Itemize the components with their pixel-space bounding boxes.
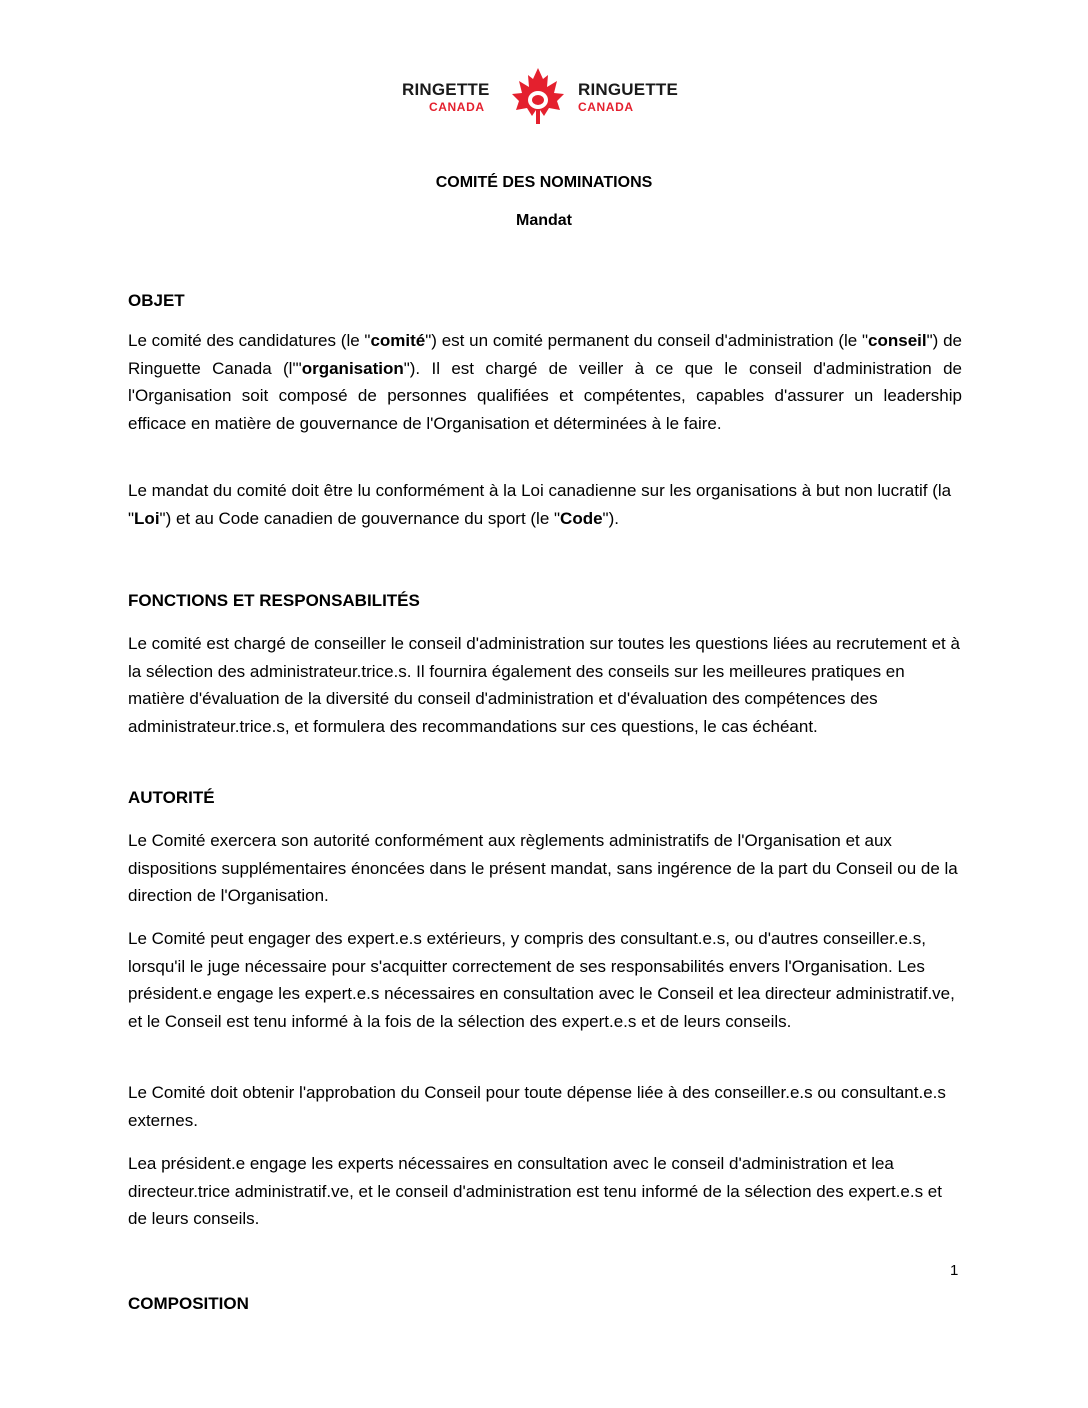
section-heading-autorite: AUTORITÉ [128,788,215,807]
maple-leaf-ring-icon [506,66,570,128]
fonctions-paragraph-1: Le comité est chargé de conseiller le conseil d'administration sur toutes les questions liées au recrutement et à la sélection des administrateur.trice.s. Il fournira également des conseils sur les meilleures pratiques en matière d'évaluation de la diversité du conseil d'administration et d'évaluation des compétences des administrateur.trice.s, et formulera des recommandations sur ces questions, le cas échéant. [128,634,960,737]
objet-paragraph-1: Le comité des candidatures (le "comité") est un comité permanent du conseil d'administration (le "conseil") de Ringuette Canada (l'"organisation"). Il est chargé de veiller à ce que le conseil d'administration de l'Organisation soit composé de personnes qualifiées et compétentes, capables d'assurer un leadership efficace en matière de gouvernance de l'Organisation et déterminées à le faire. [128,331,962,434]
autorite-paragraph-3: Le Comité doit obtenir l'approbation du Conseil pour toute dépense liée à des conseiller.e.s ou consultant.e.s externes. [128,1083,946,1130]
autorite-paragraph-2: Le Comité peut engager des expert.e.s extérieurs, y compris des consultant.e.s, ou d'autres conseiller.e.s, lorsqu'il le juge nécessaire pour s'acquitter correctement de ses responsabilités envers l'Organisation. Les président.e engage les expert.e.s nécessaires en consultation avec le Conseil et lea directeur administratif.ve, et le Conseil est tenu informé à la fois de la sélection des expert.e.s et de leurs conseils. [128,929,955,1032]
logo-text-ringette: RINGETTE [402,80,490,99]
document-subtitle: Mandat [516,212,572,229]
autorite-paragraph-4: Lea président.e engage les experts nécessaires en consultation avec le conseil d'administration et lea directeur.trice administratif.ve, et le conseil d'administration est tenu informé de la sélection des expert.e.s et de leurs conseils. [128,1154,942,1229]
objet-paragraph-2: Le mandat du comité doit être lu conformément à la Loi canadienne sur les organisations à but non lucratif (la "Loi") et au Code canadien de gouvernance du sport (le "Code"). [128,481,952,528]
ringette-canada-logo [400,66,690,128]
page-number: 1 [950,1262,959,1279]
logo-text-ringuette: RINGUETTE [578,80,679,99]
section-heading-fonctions: FONCTIONS ET RESPONSABILITÉS [128,591,420,610]
logo-text-canada-fr: CANADA [578,100,634,114]
section-heading-composition: COMPOSITION [128,1294,249,1313]
document-title: COMITÉ DES NOMINATIONS [435,174,653,191]
logo-text-canada-en: CANADA [429,100,485,114]
autorite-paragraph-1: Le Comité exercera son autorité conformément aux règlements administratifs de l'Organisation et aux dispositions supplémentaires énoncées dans le présent mandat, sans ingérence de la part du Conseil ou de la direction de l'Organisation. [128,831,958,906]
section-heading-objet: OBJET [128,291,185,310]
